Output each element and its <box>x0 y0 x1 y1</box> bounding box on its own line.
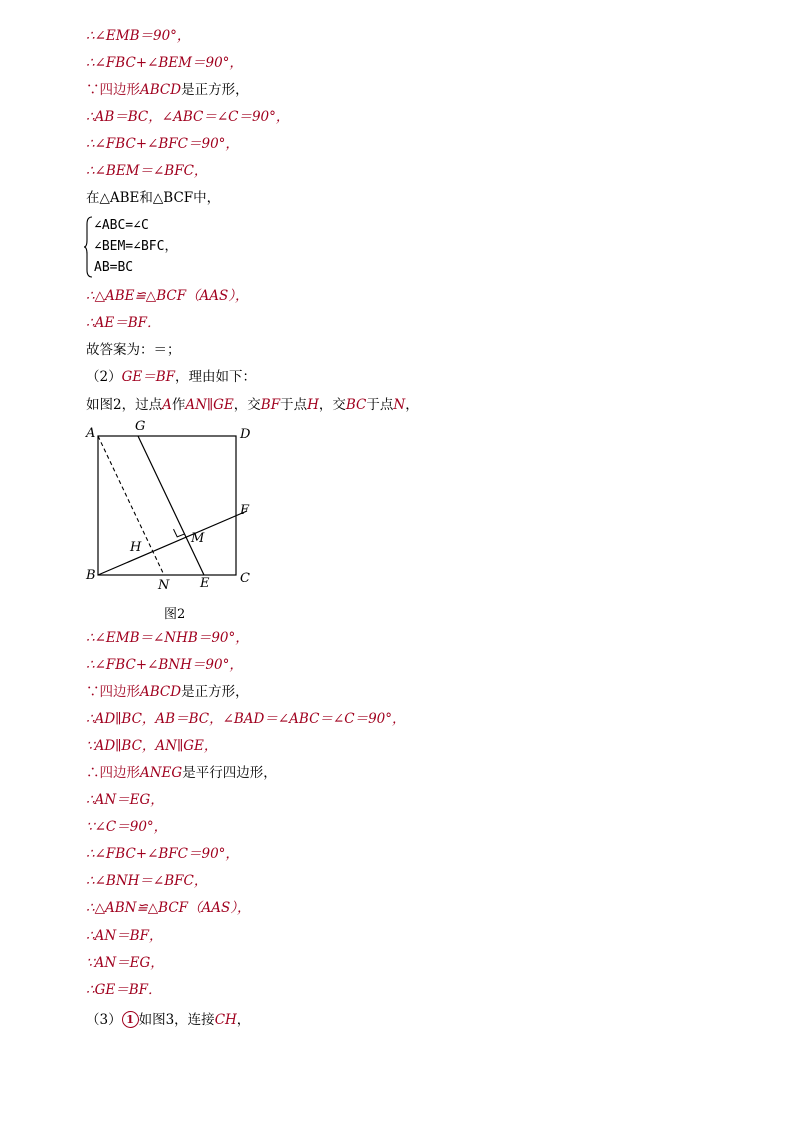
proof-line <box>86 81 249 99</box>
proof-line: ∴∠FBC+∠BNH＝90°， <box>86 657 243 673</box>
therefore-symbol: ∴ <box>86 765 100 781</box>
circled-number-icon: 1 <box>122 1011 139 1028</box>
math-fragment: BC <box>345 397 367 413</box>
text-fragment: ，交 <box>318 397 346 413</box>
text-fragment: 四边形 <box>99 684 140 700</box>
part2-heading <box>86 368 256 386</box>
math-fragment: BF <box>260 397 281 413</box>
proof-line: ∴AB＝BC，∠ABC＝∠C＝90°， <box>86 109 290 125</box>
text-fragment: ，交 <box>233 397 261 413</box>
geometry-figure <box>80 420 260 620</box>
left-brace-icon <box>84 216 94 278</box>
segment-bf <box>98 511 247 575</box>
proof-line: ∴∠FBC+∠BFC＝90°， <box>86 846 239 862</box>
text-fragment: （2） <box>86 369 122 385</box>
text-fragment: 是正方形， <box>181 684 249 700</box>
proof-line: ∴AN＝BF， <box>86 928 163 944</box>
text-fragment: 于点 <box>366 397 394 413</box>
proof-line: ∴△ABN≌△BCF（AAS）， <box>86 900 251 916</box>
proof-line: ∴∠FBC+∠BEM＝90°， <box>86 55 243 71</box>
part3-heading <box>86 1011 250 1029</box>
square-abcd <box>98 436 236 575</box>
text-fragment: 作 <box>171 397 186 413</box>
proof-line: ∵AD∥BC，AN∥GE， <box>86 738 218 754</box>
text-fragment: 是正方形， <box>181 82 249 98</box>
point-label-a: A <box>86 426 96 441</box>
point-label-e: E <box>200 576 210 591</box>
math-fragment: H <box>307 397 319 413</box>
because-symbol: ∵ <box>86 684 100 700</box>
proof-line: ∴AD∥BC，AB＝BC，∠BAD＝∠ABC＝∠C＝90°， <box>86 711 406 727</box>
math-fragment: ABCD <box>140 684 182 700</box>
point-label-n: N <box>158 578 170 593</box>
text-fragment: 如图3，连接 <box>138 1012 215 1028</box>
math-fragment: CH <box>214 1012 237 1028</box>
system-row: ∠ABC=∠C <box>94 218 149 233</box>
text-fragment: 四边形 <box>99 82 140 98</box>
math-fragment: ANEG <box>140 765 183 781</box>
math-fragment: GE＝BF <box>121 369 176 385</box>
math-fragment: ABCD <box>140 82 182 98</box>
proof-line: ∴GE＝BF． <box>86 982 162 998</box>
proof-line: ∴∠EMB＝∠NHB＝90°， <box>86 630 249 646</box>
proof-line: ∴△ABE≌△BCF（AAS）， <box>86 288 249 304</box>
math-fragment: N <box>393 397 406 413</box>
text-fragment: 如图2，过点 <box>86 397 163 413</box>
because-symbol: ∵ <box>86 82 100 98</box>
proof-line: ∴∠EMB＝90°， <box>86 28 191 44</box>
text-fragment: ， <box>405 397 419 413</box>
proof-line: ∴AN＝EG， <box>86 792 164 808</box>
proof-line: ∴∠BEM＝∠BFC， <box>86 163 208 179</box>
point-label-h: H <box>130 540 142 555</box>
text-fragment: 是平行四边形， <box>182 765 277 781</box>
proof-line: ∵∠C＝90°， <box>86 819 168 835</box>
point-label-b: B <box>86 568 96 583</box>
text-fragment: （3） <box>86 1012 122 1028</box>
text-fragment: ，理由如下： <box>175 369 257 385</box>
proof-line <box>86 683 249 701</box>
text-fragment: ， <box>236 1012 251 1028</box>
point-label-d: D <box>240 427 251 442</box>
point-label-m: M <box>191 531 205 546</box>
proof-line: 在△ABE和△BCF中， <box>86 190 221 206</box>
equation-system <box>84 216 224 278</box>
proof-line: ∵AN＝EG， <box>86 955 164 971</box>
construction-line <box>86 396 419 414</box>
point-label-g: G <box>135 419 146 434</box>
square-diagram <box>80 420 260 590</box>
text-fragment: 于点 <box>280 397 308 413</box>
proof-line: ∴∠FBC+∠BFC＝90°， <box>86 136 239 152</box>
figure-caption: 图2 <box>164 607 186 622</box>
point-label-c: C <box>240 571 250 586</box>
system-row: AB=BC <box>94 260 134 275</box>
math-fragment: A <box>162 397 172 413</box>
point-label-f: F <box>240 503 250 518</box>
proof-line <box>86 764 277 782</box>
answer-line: 故答案为：＝； <box>86 342 181 358</box>
math-fragment: AN∥GE <box>185 397 234 413</box>
proof-line: ∴∠BNH＝∠BFC， <box>86 873 208 889</box>
proof-line: ∴AE＝BF． <box>86 315 161 331</box>
text-fragment: 四边形 <box>99 765 140 781</box>
system-row: ∠BEM=∠BFC， <box>94 239 178 254</box>
